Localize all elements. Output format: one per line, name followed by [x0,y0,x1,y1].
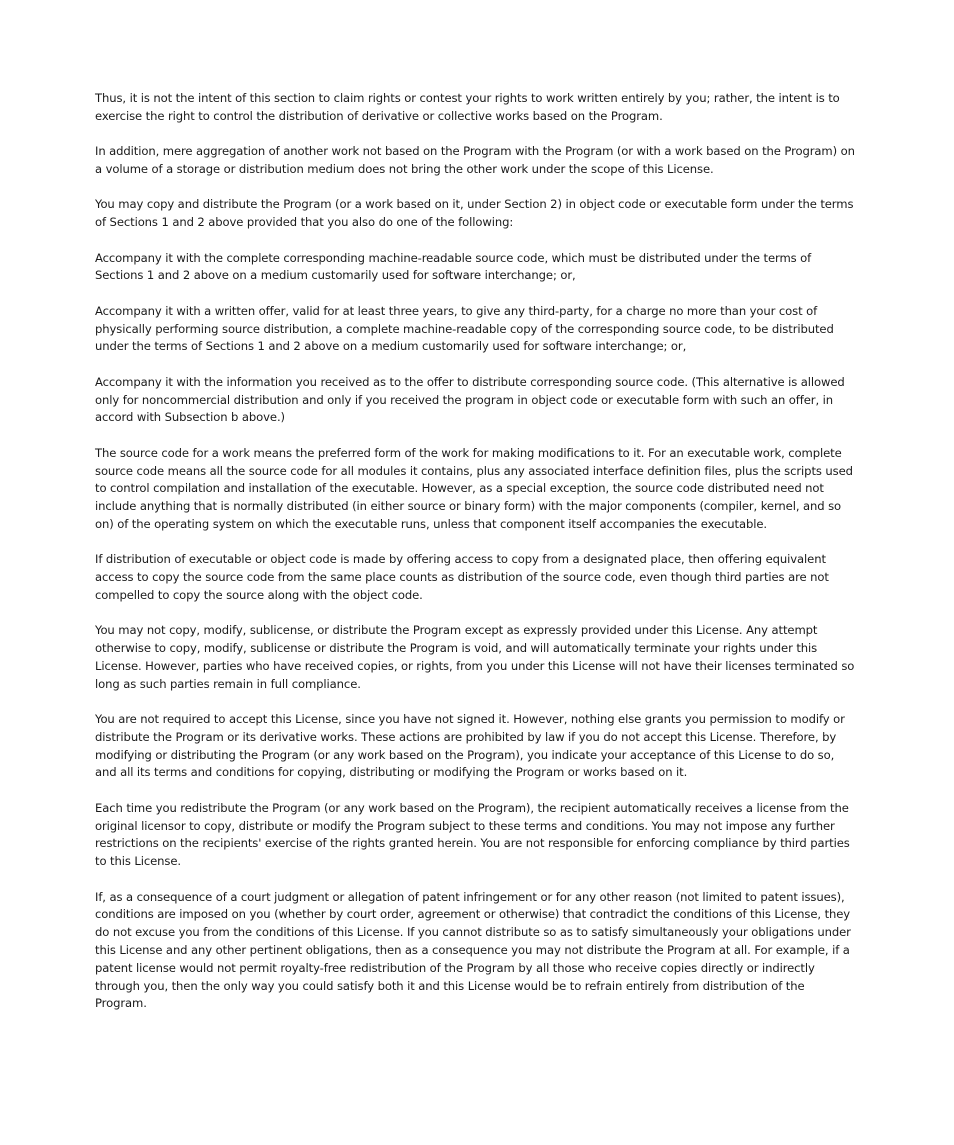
paragraph-option-source-code: Accompany it with the complete corresponding machine-readable source code, which must be distributed under the terms of Sections 1 and 2 above on a medium customarily used for software interchange; or, [95,250,812,283]
paragraph-intent: Thus, it is not the intent of this section to claim rights or contest your rights to work written entirely by you; rather, the intent is to exercise the right to control the distribution of derivative or collective works based on the Program. [95,91,840,123]
paragraph-aggregation: In addition, mere aggregation of another work not based on the Program with the Program (or with a work based on the Program) on a volume of a storage or distribution medium does not bring the other work under the scope of this License. [95,144,855,176]
paragraph-source-code-definition: The source code for a work means the preferred form of the work for making modifications to it. For an executable work, complete source code means all the source code for all modules it contains, plus any associated interface definition files, plus the scripts used to control compilation and installation of the executable. However, as a special exception, the source code distributed need not include anything that is normally distributed (in either source or binary form) with the major components (compiler, kernel, and so on) of the operating system on which the executable runs, unless that component itself accompanies the executable. [95,445,853,531]
paragraph-designated-place: If distribution of executable or object code is made by offering access to copy from a designated place, then offering equivalent access to copy the source code from the same place counts as distribution of the source code, even though third parties are not compelled to copy the source along with the object code. [95,552,829,602]
paragraph-acceptance: You are not required to accept this License, since you have not signed it. However, nothing else grants you permission to modify or distribute the Program or its derivative works. These actions are prohibited by law if you do not accept this License. Therefore, by modifying or distributing the Program (or any work based on the Program), you indicate your acceptance of this License to do so, and all its terms and conditions for copying, distributing or modifying the Program or works based on it. [95,712,845,780]
paragraph-patent-consequence: If, as a consequence of a court judgment or allegation of patent infringement or for any other reason (not limited to patent issues), conditions are imposed on you (whether by court order, agreement or otherwise) that contradict the conditions of this License, they do not excuse you from the conditions of this License. If you cannot distribute so as to satisfy simultaneously your obligations under this License and any other pertinent obligations, then as a consequence you may not distribute the Program at all. For example, if a patent license would not permit royalty-free redistribution of the Program by all those who receive copies directly or indirectly through you, then the only way you could satisfy both it and this License would be to refrain entirely from distribution of the Program. [95,889,851,1011]
paragraph-option-written-offer: Accompany it with a written offer, valid for at least three years, to give any third-party, for a charge no more than your cost of physically performing source distribution, a complete machine-readable copy of the corresponding source code, to be distributed under the terms of Sections 1 and 2 above on a medium customarily used for software interchange; or, [95,303,834,354]
paragraph-option-information: Accompany it with the information you received as to the offer to distribute corresponding source code. (This alternative is allowed only for noncommercial distribution and only if you received the program in object code or executable form with such an offer, in accord with Subsection b above.) [95,374,845,425]
paragraph-termination: You may not copy, modify, sublicense, or distribute the Program except as expressly provided under this License. Any attempt otherwise to copy, modify, sublicense or distribute the Program is void, and will automatically terminate your rights under this License. However, parties who have received copies, or rights, from you under this License will not have their licenses terminated so long as such parties remain in full compliance. [95,623,855,691]
paragraph-redistribution: Each time you redistribute the Program (or any work based on the Program), the recipient automatically receives a license from the original licensor to copy, distribute or modify the Program subject to these terms and conditions. You may not impose any further restrictions on the recipients' exercise of the rights granted herein. You are not responsible for enforcing compliance by third parties to this License. [95,800,850,869]
paragraph-object-code: You may copy and distribute the Program (or a work based on it, under Section 2) in object code or executable form under the terms of Sections 1 and 2 above provided that you also do one of the following: [95,197,854,230]
license-document [95,90,859,1031]
